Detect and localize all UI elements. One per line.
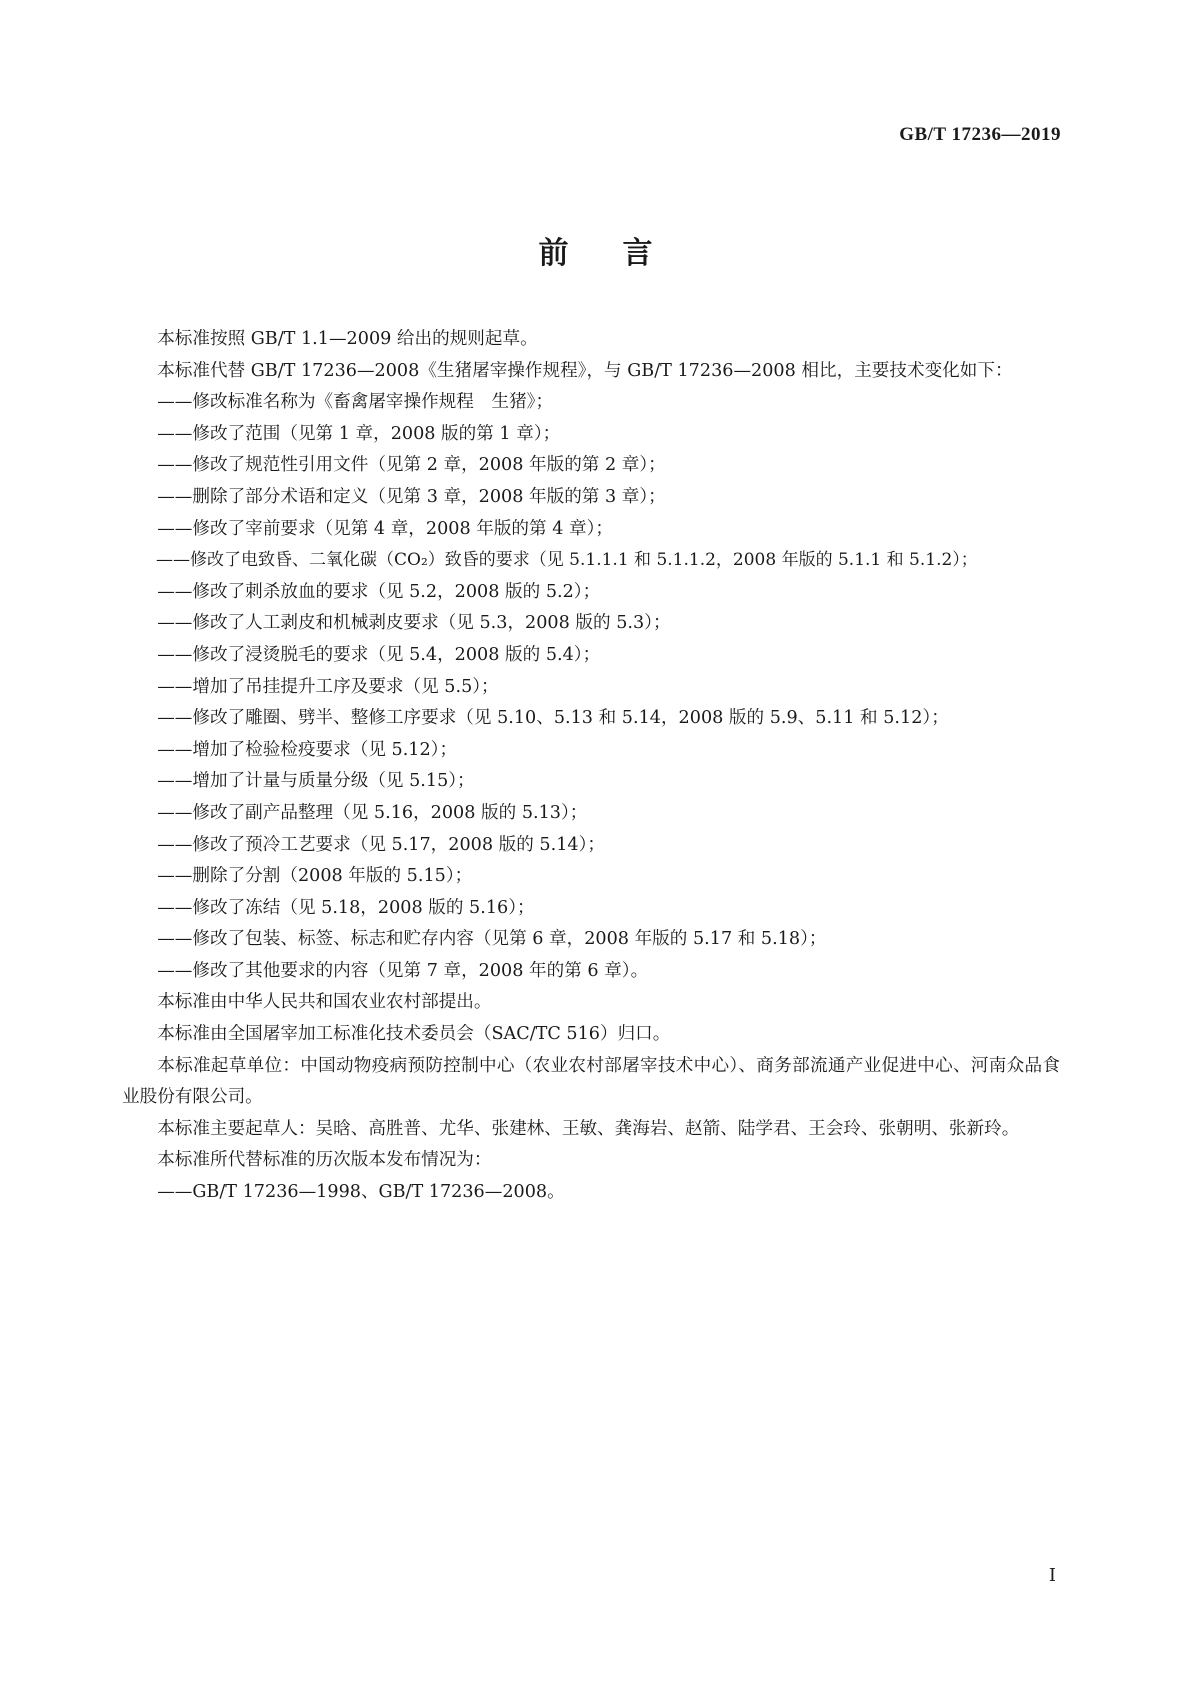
- list-item: ——修改了刺杀放血的要求（见 5.2，2008 版的 5.2）；: [157, 581, 601, 602]
- page-number: Ⅰ: [1048, 1565, 1056, 1585]
- list-item: ——删除了部分术语和定义（见第 3 章，2008 年版的第 3 章）；: [157, 486, 666, 507]
- list-item: ——修改了人工剥皮和机械剥皮要求（见 5.3，2008 版的 5.3）；: [157, 613, 671, 634]
- closing-paragraph: 本标准起草单位：中国动物疫病预防控制中心（农业农村部屠宰技术中心）、商务部流通产业促进中心、河南众品食业股份有限公司。: [122, 1055, 1060, 1108]
- list-item: ——修改了范围（见第 1 章，2008 版的第 1 章）；: [157, 423, 561, 444]
- list-item: ——修改了电致昏、二氧化碳（CO₂）致昏的要求（见 5.1.1.1 和 5.1.1.2，2008 年版的 5.1.1 和 5.1.2）；: [156, 550, 978, 571]
- changes-list: [122, 387, 1060, 987]
- document-body: [122, 324, 1060, 1209]
- list-item: ——修改了预冷工艺要求（见 5.17，2008 版的 5.14）；: [157, 834, 605, 855]
- list-item: ——增加了计量与质量分级（见 5.15）；: [157, 771, 475, 792]
- list-item: ——修改了规范性引用文件（见第 2 章，2008 年版的第 2 章）；: [157, 455, 666, 476]
- intro-paragraph: 本标准代替 GB/T 17236—2008《生猪屠宰操作规程》，与 GB/T 17236—2008 相比，主要技术变化如下：: [157, 360, 1013, 381]
- list-item: ——修改了其他要求的内容（见第 7 章，2008 年的第 6 章）。: [157, 960, 649, 981]
- closing-paragraph: 本标准所代替标准的历次版本发布情况为：: [157, 1150, 492, 1171]
- standard-number: GB/T 17236—2019: [899, 124, 1061, 145]
- intro-paragraph: 本标准按照 GB/T 1.1—2009 给出的规则起草。: [157, 329, 538, 349]
- list-item: ——增加了检验检疫要求（见 5.12）；: [157, 739, 458, 760]
- closing-paragraph: 本标准由中华人民共和国农业农村部提出。: [157, 992, 492, 1013]
- closing-paragraph: 本标准由全国屠宰加工标准化技术委员会（SAC/TC 516）归口。: [157, 1024, 671, 1045]
- page-title: 前言: [538, 236, 707, 271]
- list-item: ——修改了宰前要求（见第 4 章，2008 年版的第 4 章）；: [157, 518, 613, 539]
- list-item: ——修改了雕圈、劈半、整修工序要求（见 5.10、5.13 和 5.14，2008 版的 5.9、5.11 和 5.12）；: [157, 708, 949, 729]
- list-item: ——修改了包装、标签、标志和贮存内容（见第 6 章，2008 年版的 5.17 和 5.18）；: [157, 929, 827, 950]
- list-item: ——删除了分割（2008 年版的 5.15）；: [157, 866, 473, 887]
- list-item: ——增加了吊挂提升工序及要求（见 5.5）；: [157, 676, 499, 697]
- list-item: ——修改了冻结（见 5.18，2008 版的 5.16）；: [157, 897, 535, 918]
- closing-paragraph: 本标准主要起草人：吴晗、高胜普、尤华、张建林、王敏、龚海岩、赵箭、陆学君、王会玲、张朝明、张新玲。: [157, 1118, 1020, 1139]
- list-item: ——修改了浸烫脱毛的要求（见 5.4，2008 版的 5.4）；: [157, 644, 601, 665]
- list-item: ——修改了副产品整理（见 5.16，2008 版的 5.13）；: [157, 802, 588, 823]
- history-item: ——GB/T 17236—1998、GB/T 17236—2008。: [157, 1182, 565, 1203]
- list-item: ——修改标准名称为《畜禽屠宰操作规程 生猪》；: [157, 392, 554, 413]
